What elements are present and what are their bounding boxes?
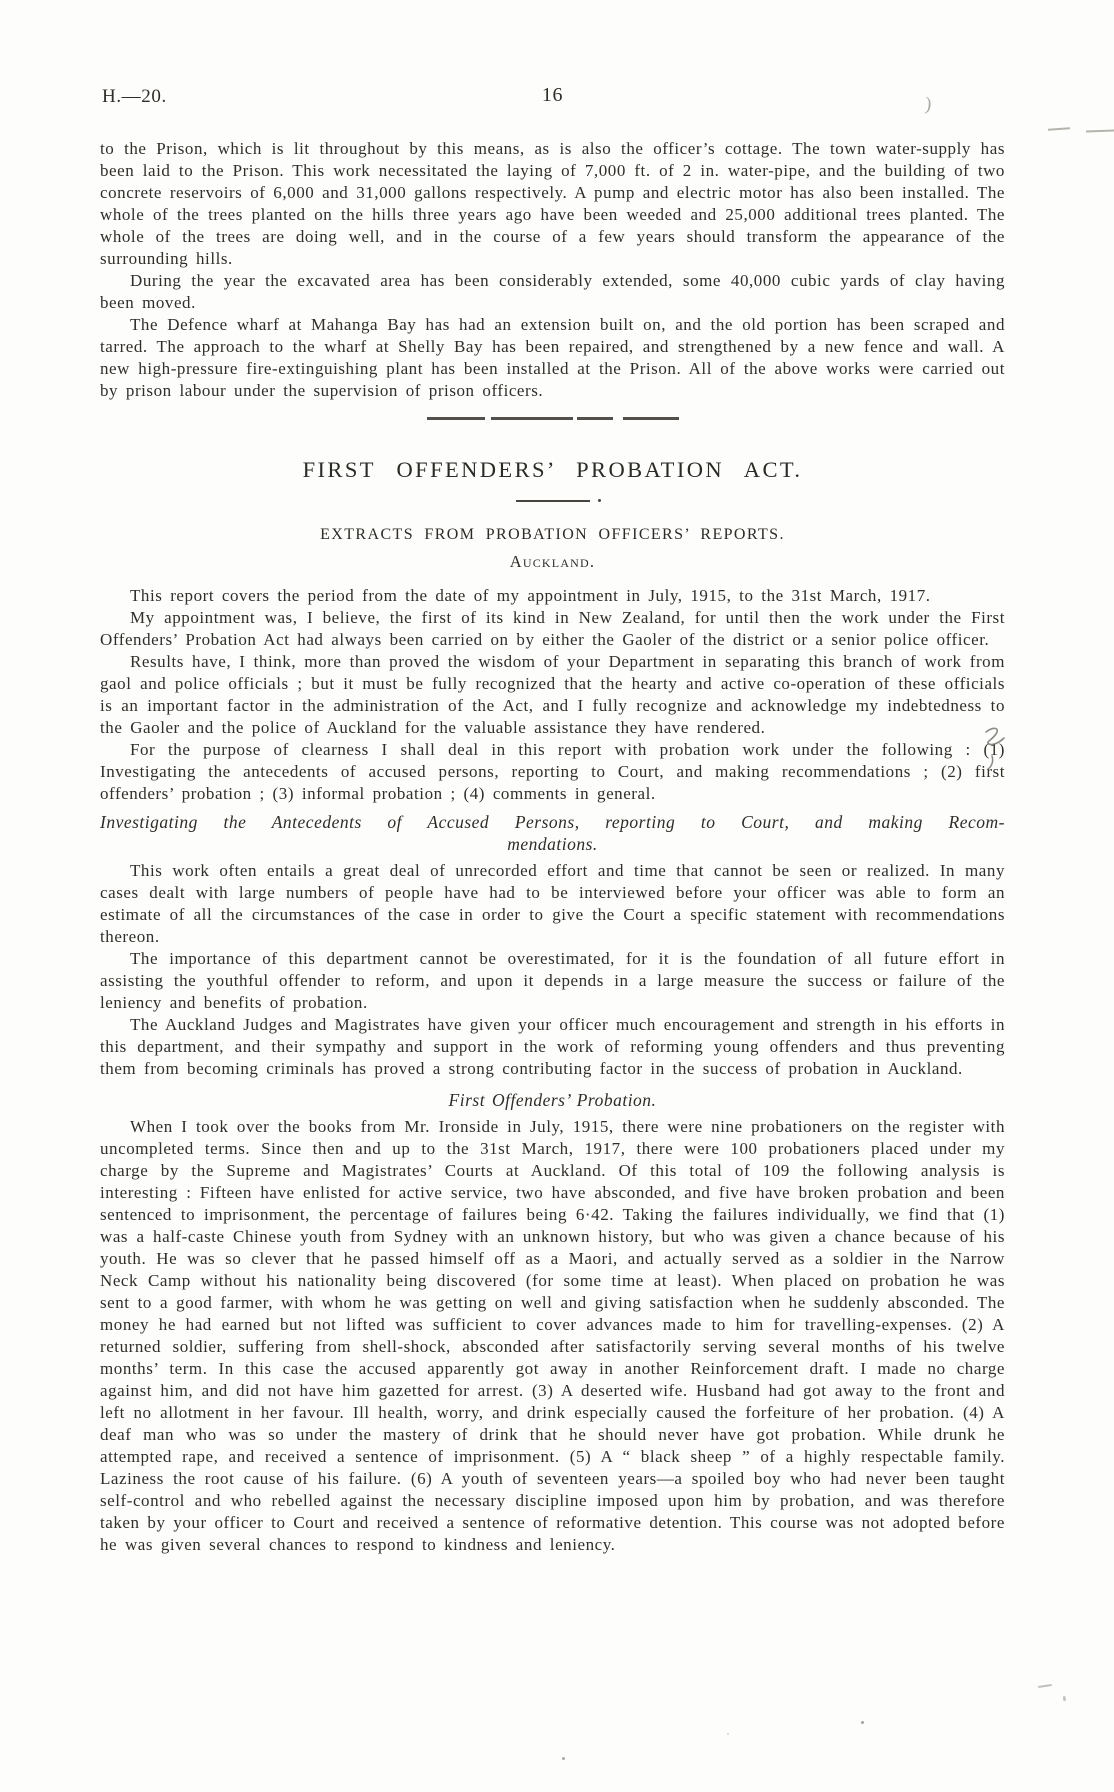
running-header xyxy=(100,84,1005,116)
scan-speck xyxy=(1063,1696,1066,1701)
paragraph: Results have, I think, more than proved the wisdom of your Department in separating this branch of work from gaol and police officials ; but it must be fully recognized that the hearty and active co-operation of these officials is an important factor in the administration of the Act, and I fully recognize and acknowledge my indebtedness to the Gaoler and the police of Auckland for the valuable assistance they have rendered. xyxy=(100,651,1005,737)
paragraph: During the year the excavated area has been considerably extended, some 40,000 cubic yards of clay having been moved. xyxy=(100,271,1005,312)
paragraph: to the Prison, which is lit throughout by this means, as is also the officer’s cottage. The town water-supply has been laid to the Prison. This work necessitated the laying of 7,000 ft. of 2 in. water-pipe, and the building of two concrete reservoirs of 6,000 and 31,000 gallons respectively. A pump and electric motor has also been installed. The whole of the trees planted on the hills three years ago have been weeded and 25,000 additional trees planted. The whole of the trees are doing well, and in the course of a few years should transform the appearance of the surrounding hills. xyxy=(100,139,1005,268)
text-block xyxy=(100,86,1005,1556)
paragraph: The Auckland Judges and Magistrates have given your officer much encouragement and strength in his efforts in this department, and their sympathy and support in the work of reforming young offenders and thus preventing them from becoming criminals has proved a strong contributing factor in the success of probation in Auckland. xyxy=(100,1014,1005,1078)
paragraph: This report covers the period from the date of my appointment in July, 1915, to the 31st March, 1917. xyxy=(130,585,931,605)
body-text xyxy=(100,138,1005,1556)
scan-artifact-dash xyxy=(1086,129,1114,132)
paragraph: The Defence wharf at Mahanga Bay has had an extension built on, and the old portion has been scraped and tarred. The approach to the wharf at Shelly Bay has been repaired, and strengthened by a new fence and wall. A new high-pressure fire-extinguishing plant has been installed at the Prison. All of the above works were carried out by prison labour under the supervision of prison officers. xyxy=(100,315,1005,400)
crosshead-line: mendations. xyxy=(507,833,598,854)
reports-subtitle: EXTRACTS FROM PROBATION OFFICERS’ REPORTS. xyxy=(320,525,785,543)
document-reference: H.—20. xyxy=(102,86,167,107)
section-title: FIRST OFFENDERS’ PROBATION ACT. xyxy=(302,456,803,482)
scan-artifact-dash xyxy=(1048,127,1070,131)
scan-artifact-paren: ) xyxy=(923,93,934,116)
paragraph: When I took over the books from Mr. Ironside in July, 1915, there were nine probationers on the register with uncompleted terms. Since then and up to the 31st March, 1917, there were 100 probationers placed under my charge by the Supreme and Magistrates’ Courts at Auckland. Of this total of 109 the following analysis is interesting : Fifteen have enlisted for active service, two have absconded, and five have broken probation and been sentenced to imprisonment, the percentage of failures being 6·42. Taking the failures individually, we find that (1) was a half-caste Chinese youth from Sydney with an unknown history, but who was given a chance because of his youth. He was so clever that he passed himself off as a Maori, and actually served as a soldier in the Narrow Neck Camp without his nationality being discovered (for some time at least). When placed on probation he was sent to a good farmer, with whom he was getting on well and giving satisfaction when he suddenly absconded. The money he had earned but not lifted was sufficient to cover advances made to him for travelling-expenses. (2) A returned soldier, suffering from shell-shock, absconded after satisfactorily serving several months of his twelve months’ term. In this case the accused apparently got away in another Reinforcement draft. I made no charge against him, and did not have him gazetted for arrest. (3) A deserted wife. Husband had got away to the front and left no allotment in her favour. Ill health, worry, and drink especially caused the forfeiture of her probation. (4) A deaf man who was so under the mastery of drink that he should never have got probation. While drunk he attempted rape, and received a sentence of imprisonment. (5) A “ black sheep ” of a highly respectable family. Laziness the root cause of his failure. (6) A youth of seventeen years—a spoiled boy who had never been taught self-control and who rebelled against the necessary discipline imposed upon him by probation, and was therefore taken by your officer to Court and received a sentence of reformative detention. This course was not adopted before he was given several chances to respond to kindness and leniency. xyxy=(100,1116,1005,1554)
paragraph: The importance of this department cannot be overestimated, for it is the foundation of all future effort in assisting the youthful offender to reform, and upon it depends in a large measure the success or failure of the leniency and benefits of probation. xyxy=(100,948,1005,1012)
crosshead-first-offenders: First Offenders’ Probation. xyxy=(448,1089,657,1110)
scan-speck xyxy=(727,1733,729,1735)
location-heading: Auckland. xyxy=(509,551,596,571)
paragraph: For the purpose of clearness I shall deal in this report with probation work under the following : (1) Investigating the antecedents of accused persons, reporting to Court, and making recommendations ; (2) first offenders’ probation ; (3) informal probation ; (4) comments in general. xyxy=(100,739,1005,803)
scan-speck xyxy=(861,1721,864,1724)
scan-speck xyxy=(562,1757,565,1760)
pen-mark xyxy=(980,722,1014,770)
title-divider-rule xyxy=(516,500,590,502)
page-number: 16 xyxy=(541,84,564,106)
crosshead-line: Investigating the Antecedents of Accused Persons, reporting to Court, and making Recom- xyxy=(100,811,1005,832)
scan-speck xyxy=(1038,1684,1052,1688)
paragraph: This work often entails a great deal of unrecorded effort and time that cannot be seen or realized. In many cases dealt with large numbers of people have had to be interviewed before your officer was able to form an estimate of all the circumstances of the case in order to give the Court a specific statement with recommendations thereon. xyxy=(100,860,1005,946)
paragraph: My appointment was, I believe, the first of its kind in New Zealand, for until then the work under the First Offenders’ Probation Act had always been carried on by either the Gaoler of the district or a senior police officer. xyxy=(100,607,1005,649)
section-divider-rule xyxy=(427,417,679,420)
crosshead-investigating xyxy=(100,811,1005,855)
